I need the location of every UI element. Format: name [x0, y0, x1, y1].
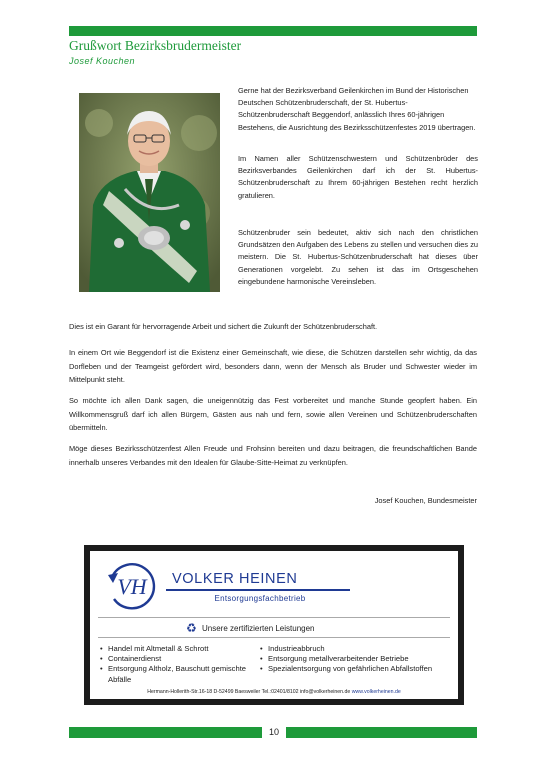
divider-bottom: [98, 637, 450, 638]
company-tagline: Entsorgungsfachbetrieb: [214, 594, 306, 603]
signature: Josef Kouchen, Bundesmeister: [374, 496, 477, 505]
body-paragraph-2: In einem Ort wie Beggendorf ist die Existenz einer Gemeinschaft, wie diese, die Schützen darstellen sehr wichtig, da das Dorfleben und der Teamgeist gefördert wird, besonders dann, wenn der Mensch als Bruder und Schwester wieder im Mittelpunkt steht.: [69, 348, 477, 385]
company-address: [90, 689, 458, 695]
page-number: 10: [262, 727, 286, 738]
portrait-photo: [79, 93, 220, 292]
services-list-left: [100, 644, 260, 685]
advertisement-panel: [90, 551, 458, 699]
recycle-icon: ♻: [186, 621, 197, 635]
intro-paragraph-1: Gerne hat der Bezirksverband Geilenkirchen im Bund der Historischen Deutschen Schützenbruderschaft, der St. Hubertus-Schützenbruderschaft Beggendorf, anlässlich Ihres 60-jährigen Bestehens, die Ausrichtung des Bezirksschützenfestes 2019 übertragen.: [238, 86, 476, 132]
service-item: • Entsorgung metallverarbeitender Betriebe: [260, 654, 456, 664]
divider-top: [98, 617, 450, 618]
certified-heading: Unsere zertifizierten Leistungen: [202, 624, 315, 633]
body-paragraph-4: Möge dieses Bezirksschützenfest Allen Freude und Frohsinn bereiten und dazu beitragen, die freundschaftlichen Bande innerhalb unseres Verbandes mit den Idealen für Glaube-Sitte-Heimat zu verknüpfen.: [69, 444, 477, 467]
page-subtitle: Josef Kouchen: [69, 56, 136, 66]
page-title: Grußwort Bezirksbrudermeister: [69, 38, 242, 53]
company-name: VOLKER HEINEN: [172, 571, 298, 587]
intro-paragraph-3: Schützenbruder sein bedeutet, aktiv sich nach den christlichen Grundsätzen den Aufgaben des Lebens zu stellen und versuchen dies zu meistern. Die St. Hubertus-Schützenbruderschaft hat dieses über Generationen vorgelebt. Zu sehen ist das im Ortsgeschehen eingebundene harmonische Vereinsleben.: [238, 228, 478, 286]
body-paragraph-3: So möchte ich allen Dank sagen, die uneigennützig das Fest vorbereitet und manche Stunde geopfert haben. Ein Willkommensgruß darf ich allen Bürgern, Gästen aus nah und fern, sowie allen Vereinen und Schützenbruderschaften übermitteln.: [69, 396, 477, 433]
top-accent-bar: [69, 26, 477, 36]
service-item: • Industrieabbruch: [260, 644, 456, 654]
advertisement: [84, 545, 464, 705]
company-logo-icon: [104, 561, 160, 611]
body-paragraph-1: Dies ist ein Garant für hervorragende Arbeit und sichert die Zukunft der Schützenbruderschaft.: [69, 322, 378, 331]
service-item: • Entsorgung Altholz, Bauschutt gemischte Abfälle: [100, 664, 260, 684]
services-list-right: [260, 644, 456, 675]
service-item: • Handel mit Altmetall & Schrott: [100, 644, 260, 654]
svg-text:VH: VH: [117, 574, 147, 599]
intro-paragraph-2: Im Namen aller Schützenschwestern und Schützenbrüder des Bezirksverbandes Geilenkirchen darf ich der St. Hubertus-Schützenbruderschaft zu Ihrem 60-jährigen Bestehen recht herzlich gratulieren.: [238, 154, 478, 200]
website-link[interactable]: www.volkerheinen.de: [351, 689, 401, 695]
service-item: • Containerdienst: [100, 654, 260, 664]
brand-divider: [166, 589, 350, 591]
service-item: • Spezialentsorgung von gefährlichen Abfallstoffen: [260, 664, 456, 674]
address-text: Hermann-Hollerith-Str.16-18 D-52499 Baesweiler Tel.:02401/8102 info@volkerheinen.de: [147, 689, 351, 695]
